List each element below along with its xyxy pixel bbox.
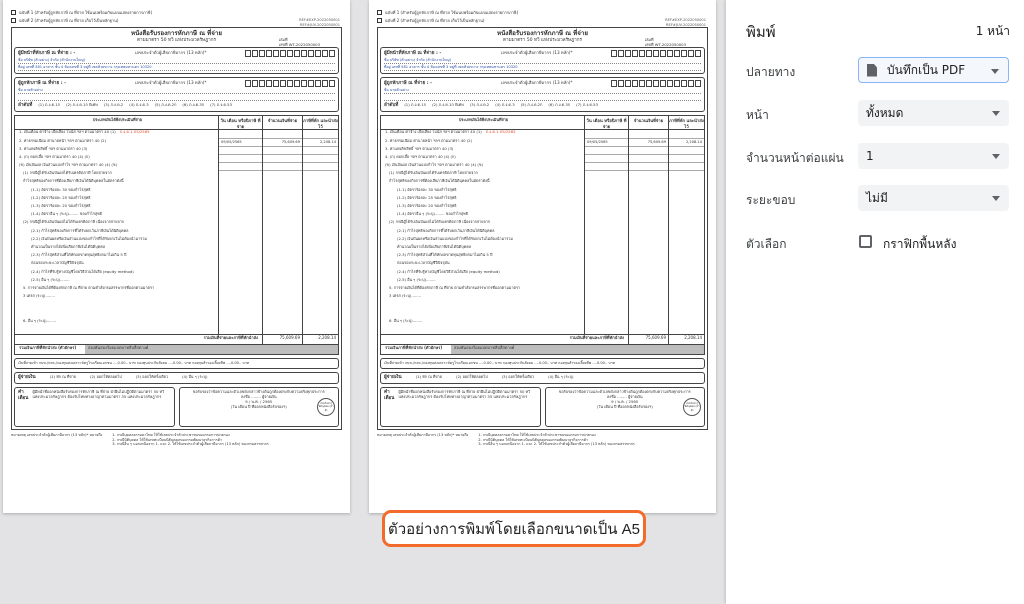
taxid-label: เลขประจำตัวผู้เสียภาษีอากร (13 หลัก)*	[501, 80, 573, 86]
income-type-column	[15, 116, 218, 334]
document-icon	[867, 64, 877, 77]
certify-text: ขอรับรองว่าข้อความและตัวเลขดังกล่าวข้างต้นถูกต้องตรงกับความจริงทุกประการ	[192, 388, 325, 394]
income-table	[380, 115, 705, 335]
ref-1: REF#EXP-2022050001	[299, 18, 340, 22]
total-row	[14, 335, 339, 345]
col-header-amount: จำนวนเงินที่จ่าย	[629, 116, 668, 130]
income-row-label: 4. (ก) ดอกเบี้ย ฯลฯ ตามมาตรา 40 (4) (ก)	[19, 153, 90, 159]
dropdown-arrow-icon	[991, 69, 999, 74]
pnd-option: (6) ภ.ง.ด.3ก	[548, 102, 571, 108]
date-column	[584, 116, 628, 334]
income-row-label: (2.4) กำไรที่รับรู้ทางบัญชีโดยวิธีส่วนได้เสีย (equity method)	[397, 268, 500, 274]
a5-example-caption: ตัวอย่างการพิมพ์โดยเลือกขนาดเป็น A5	[382, 510, 646, 547]
seal-circle: ประทับตรา นิติบุคคล (ถ้ามี)	[317, 398, 335, 416]
total-amount: 75,609.69	[262, 335, 302, 344]
signature-section	[14, 387, 339, 427]
fund-line: เงินที่จ่ายเข้า กบข./กสจ./กองทุนสงเคราะห์ครูโรงเรียนเอกชน ....0.00.. บาท กองทุนประกันสังคม ....0.00.. บาท กองทุนสำรองเลี้ยงชีพ ....0.00.. บาท	[380, 358, 705, 369]
payer-section	[14, 47, 339, 74]
doc-no: เลขที่ WT-2022050003	[278, 41, 320, 47]
checkbox-icon	[377, 18, 382, 23]
income-row	[383, 294, 584, 302]
destination-label: ปลายทาง	[746, 65, 796, 79]
income-row-label: (1.4) อัตราอื่น ๆ (ระบุ)........ ของกำไรสุทธิ	[31, 211, 103, 217]
income-row-label: (2.4) กำไรที่รับรู้ทางบัญชีโดยวิธีส่วนได้เสีย (equity method)	[31, 268, 134, 274]
income-row-label: กำไรสุทธิของกิจการที่ต้องเสียภาษีเงินได้นิติบุคคลในอัตราดังนี้	[389, 178, 490, 184]
words-value: สองพันสองร้อยแปดบาทสิบสี่สตางค์	[85, 345, 338, 354]
income-row-label: (2.3) กำไรสุทธิส่วนที่ได้หักผลขาดทุนสุทธิยกมาไม่เกิน 5 ปี	[31, 252, 127, 258]
total-amount: 75,609.69	[628, 335, 668, 344]
income-row-label: (1.3) อัตราร้อยละ 20 ของกำไรสุทธิ	[397, 203, 457, 208]
fund-line: เงินที่จ่ายเข้า กบข./กสจ./กองทุนสงเคราะห์ครูโรงเรียนเอกชน ....0.00.. บาท กองทุนประกันสังคม ....0.00.. บาท กองทุนสำรองเลี้ยงชีพ ....0.00.. บาท	[14, 358, 339, 369]
income-row-label: (1) กรณีผู้ได้รับเงินปันผลได้รับเครดิตภาษี โดยจ่ายจาก	[23, 170, 112, 176]
ref-2: REF#JUV-2022050001	[300, 22, 340, 27]
income-row-label: 3 เตรส (ระบุ)........	[23, 293, 56, 299]
income-row-label: (2.1) กำไรสุทธิของกิจการที่ได้รับยกเว้นภาษีเงินได้นิติบุคคล	[31, 227, 129, 233]
row-date: 09/05/2565	[219, 139, 262, 147]
pages-value: ทั้งหมด	[866, 105, 904, 120]
sign-date-caption: (วัน เดือน ปี ที่ออกหนังสือรับรองฯ)	[596, 403, 653, 409]
payer-type-label: ผู้จ่ายเงิน	[18, 374, 36, 380]
background-graphics-label: กราฟิกพื้นหลัง	[883, 237, 957, 251]
income-row-label: (1.3) อัตราร้อยละ 20 ของกำไรสุทธิ	[31, 203, 91, 208]
payee-section	[380, 77, 705, 112]
income-row-label: 1. เงินเดือน ค่าจ้าง เบี้ยเลี้ยง โบนัส ฯลฯ ตามมาตรา 40 (1)	[19, 129, 116, 135]
warning-text: ผู้มีหน้าที่ออกหนังสือรับรองการหักภาษี ณ ที่จ่าย ฝ่าฝืนไม่ปฏิบัติตามมาตรา 50 ทวิ แห่งประมวลรัษฎากร ต้องรับโทษทางอาญาตามมาตรา 35 แห่งประมวลรัษฎากร	[32, 388, 165, 399]
income-row	[17, 302, 218, 310]
pnd-option: (2) ภ.ง.ด.1ก พิเศษ	[66, 102, 98, 108]
total-label: รวมเงินที่จ่ายและภาษีที่หักนำส่ง	[203, 335, 258, 341]
income-row-label: (1.2) อัตราร้อยละ 25 ของกำไรสุทธิ	[397, 194, 457, 200]
dropdown-arrow-icon	[992, 154, 1000, 159]
doc-no: เลขที่ WT-2022050003	[644, 41, 686, 47]
certify-box	[179, 387, 340, 427]
pnd-option: (7) ภ.ง.ด.53	[576, 102, 599, 108]
payer-type-option: (1) หัก ณ ที่จ่าย	[49, 373, 77, 379]
income-row-label: (ข) เงินปันผล เงินส่วนแบ่งกำไร ฯลฯ ตามมาตรา 40 (4) (ข)	[385, 162, 483, 168]
date-column	[218, 116, 262, 334]
warning-box	[14, 387, 175, 427]
warning-text: ผู้มีหน้าที่ออกหนังสือรับรองการหักภาษี ณ ที่จ่าย ฝ่าฝืนไม่ปฏิบัติตามมาตรา 50 ทวิ แห่งประมวลรัษฎากร ต้องรับโทษทางอาญาตามมาตรา 35 แห่งประมวลรัษฎากร	[398, 388, 531, 399]
income-row-label: ก่อนรอบระยะเวลาบัญชีปีปัจจุบัน	[31, 260, 84, 266]
options-label: ตัวเลือก	[746, 237, 787, 251]
destination-value: บันทึกเป็น PDF	[887, 62, 966, 77]
income-row-label: (1) กรณีผู้ได้รับเงินปันผลได้รับเครดิตภาษี โดยจ่ายจาก	[389, 170, 478, 176]
payee-address	[18, 95, 335, 101]
payer-type-section	[380, 372, 705, 384]
income-row-label: 2. ค่าธรรมเนียม ค่านายหน้า ฯลฯ ตามมาตรา 40 (2)	[19, 137, 107, 143]
checkbox-icon	[11, 10, 16, 15]
row-tax: 2,208.14	[669, 139, 704, 147]
book-no: เล่มที่	[644, 37, 654, 42]
copy-2-label: ฉบับที่ 2 (สำหรับผู้ถูกหักภาษี ณ ที่จ่าย เก็บไว้เป็นหลักฐาน)	[19, 18, 119, 24]
taxid-boxes	[611, 80, 701, 87]
payer-type-label: ผู้จ่ายเงิน	[384, 374, 402, 380]
payee-label: ผู้ถูกหักภาษี ณ ที่จ่าย : -	[18, 81, 67, 87]
margins-value: ไม่มี	[866, 190, 888, 205]
pnd-option: (4) ภ.ง.ด.3	[495, 102, 515, 108]
payer-type-option: (2) ออกให้ตลอดไป	[456, 373, 488, 379]
payee-address	[384, 95, 701, 101]
pnd-option: (7) ภ.ง.ด.53	[210, 102, 233, 108]
payer-type-section	[14, 372, 339, 384]
words-label: รวมเงินภาษีที่หักนำส่ง (ตัวอักษร)	[19, 345, 77, 351]
pnd-option: (5) ภ.ง.ด.2ก	[154, 102, 177, 108]
certify-box	[545, 387, 706, 427]
copy-2-option	[377, 18, 708, 23]
print-title: พิมพ์	[746, 23, 776, 41]
notes	[11, 433, 342, 447]
payer-name: ชื่อ บริษัท (ตัวอย่าง) จำกัด (สำนักงานใหญ่)	[18, 58, 335, 64]
amount-column	[262, 116, 302, 334]
form-title: หนังสือรับรองการหักภาษี ณ ที่จ่าย	[497, 30, 588, 38]
payer-address: ที่อยู่ เลขที่ 581 อาคาร ชั้น 4 ห้องเลขที่ 3 หมู่ที่ เขตห้วยขวาง กรุงเทพมหานคร 10320	[384, 65, 701, 71]
tax-column	[302, 116, 338, 334]
income-row-label: (2.5) อื่น ๆ (ระบุ)........	[397, 276, 436, 282]
form-title: หนังสือรับรองการหักภาษี ณ ที่จ่าย	[131, 30, 222, 38]
income-row-label: 1. เงินเดือน ค่าจ้าง เบี้ยเลี้ยง โบนัส ฯลฯ ตามมาตรา 40 (1)	[385, 129, 482, 135]
taxid-boxes	[245, 50, 335, 57]
book-no: เล่มที่	[278, 37, 288, 42]
copy-1-option	[377, 10, 708, 15]
pnd-option: (2) ภ.ง.ด.1ก พิเศษ	[432, 102, 464, 108]
taxid-label: เลขประจำตัวผู้เสียภาษีอากร (13 หลัก)*	[135, 50, 207, 56]
destination-select[interactable]	[858, 57, 1009, 83]
amount-in-words	[14, 345, 339, 355]
income-row-label: 6. อื่น ๆ (ระบุ)........	[389, 317, 423, 323]
amount-in-words	[380, 345, 705, 355]
ref-1: REF#EXP-2022050001	[665, 18, 706, 22]
pnd-option: (5) ภ.ง.ด.2ก	[520, 102, 543, 108]
income-row-label: (2) กรณีผู้ได้รับเงินปันผลไม่ได้รับเครดิตภาษี เนื่องจากจ่ายจาก	[23, 219, 125, 225]
income-type-column	[381, 116, 584, 334]
payer-name: ชื่อ บริษัท (ตัวอย่าง) จำกัด (สำนักงานใหญ่)	[384, 58, 701, 64]
col-header-type: ประเภทเงินได้พึงประเมินที่จ่าย	[15, 116, 218, 130]
reference-numbers	[665, 18, 706, 27]
note-item: 1. กรณีบุคคลธรรมดาไทย ให้ใช้เลขประจำตัวประชาชนของกรมการปกครอง	[478, 432, 596, 437]
signer-label: ลงชื่อ ........ ผู้จ่ายเงิน	[606, 393, 643, 399]
ref-2: REF#JUV-2022050001	[666, 22, 706, 27]
note-label: หมายเหตุ เลขประจำตัวผู้เสียภาษีอากร (13 หลัก)* หมายถึง	[377, 432, 469, 437]
pages-per-sheet-value: 1	[866, 149, 874, 163]
pnd-option: (4) ภ.ง.ด.3	[129, 102, 149, 108]
dropdown-arrow-icon	[992, 196, 1000, 201]
income-row-label: (ข) เงินปันผล เงินส่วนแบ่งกำไร ฯลฯ ตามมาตรา 40 (4) (ข)	[19, 162, 117, 168]
taxid-boxes	[611, 50, 701, 57]
income-row-label: 4. (ก) ดอกเบี้ย ฯลฯ ตามมาตรา 40 (4) (ก)	[385, 153, 456, 159]
income-row-label: (2.5) อื่น ๆ (ระบุ)........	[31, 276, 70, 282]
income-table	[14, 115, 339, 335]
payee-name: ชื่อ นายตัวอย่าง	[384, 88, 701, 94]
col-header-type: ประเภทเงินได้พึงประเมินที่จ่าย	[381, 116, 584, 130]
income-row-label: (1.2) อัตราร้อยละ 25 ของกำไรสุทธิ	[31, 194, 91, 200]
payer-label: ผู้มีหน้าที่หักภาษี ณ ที่จ่าย : -	[18, 51, 76, 57]
copy-1-option	[11, 10, 342, 15]
total-tax: 2,208.14	[668, 335, 704, 344]
income-row	[17, 319, 218, 327]
preview-page	[3, 0, 350, 513]
income-row-label: 3 เตรส (ระบุ)........	[389, 293, 422, 299]
income-row	[17, 294, 218, 302]
pages-per-sheet-label: จำนวนหน้าต่อแผ่น	[746, 151, 844, 165]
income-row-label: (2.2) เงินปันผลหรือเงินส่วนแบ่งของกำไรที่ได้รับยกเว้นไม่ต้องนำมารวม	[397, 235, 513, 241]
pages-select[interactable]	[858, 100, 1009, 126]
col-header-tax: ภาษีที่หัก และนำส่งไว้	[669, 118, 704, 129]
income-row-label: (2) กรณีผู้ได้รับเงินปันผลไม่ได้รับเครดิตภาษี เนื่องจากจ่ายจาก	[389, 219, 491, 225]
form-frame	[377, 27, 708, 430]
note-item: 2. กรณีนิติบุคคล ให้ใช้เลขทะเบียนนิติบุคคลของกรมพัฒนาธุรกิจการค้า	[112, 437, 223, 442]
payer-type-option: (4) อื่น ๆ (ระบุ)	[182, 373, 208, 379]
income-row-label: (1.1) อัตราร้อยละ 30 ของกำไรสุทธิ	[397, 186, 457, 192]
checkbox-icon	[377, 10, 382, 15]
payer-type-option: (3) ออกให้ครั้งเดียว	[135, 373, 169, 379]
pnd-option: (3) ภ.ง.ด.2	[103, 102, 124, 108]
income-row-label: (2.1) กำไรสุทธิของกิจการที่ได้รับยกเว้นภาษีเงินได้นิติบุคคล	[397, 227, 495, 233]
pnd-option: (1) ภ.ง.ด.1ก	[404, 102, 427, 108]
margins-select[interactable]	[858, 185, 1009, 211]
total-label: รวมเงินที่จ่ายและภาษีที่หักนำส่ง	[569, 335, 624, 341]
pages-per-sheet-select[interactable]	[858, 143, 1009, 169]
income-row-label: 5. การจ่ายเงินได้ที่ต้องหักภาษี ณ ที่จ่าย ตามคำสั่งกรมสรรพากรที่ออกตามมาตรา	[23, 284, 155, 290]
payer-type-option: (1) หัก ณ ที่จ่าย	[415, 373, 443, 379]
note-item: 2. กรณีนิติบุคคล ให้ใช้เลขทะเบียนนิติบุคคลของกรมพัฒนาธุรกิจการค้า	[478, 437, 589, 442]
income-row-label: (2.2) เงินปันผลหรือเงินส่วนแบ่งของกำไรที่ได้รับยกเว้นไม่ต้องนำมารวม	[31, 235, 147, 241]
form-frame	[11, 27, 342, 430]
words-value: สองพันสองร้อยแปดบาทสิบสี่สตางค์	[451, 345, 704, 354]
payer-type-option: (2) ออกให้ตลอดไป	[90, 373, 122, 379]
form-subtitle: ตามมาตรา 50 ทวิ แห่งประมวลรัษฎากร	[503, 38, 582, 44]
total-row	[380, 335, 705, 345]
payee-section	[14, 77, 339, 112]
pnd-option: (3) ภ.ง.ด.2	[469, 102, 490, 108]
income-row-label: 3. ค่าแห่งลิขสิทธิ์ ฯลฯ ตามมาตรา 40 (3)	[19, 145, 88, 151]
income-row	[383, 302, 584, 310]
row-date: 09/05/2565	[585, 139, 628, 147]
order-label: ลำดับที่	[18, 103, 33, 109]
taxid-label: เลขประจำตัวผู้เสียภาษีอากร (13 หลัก)*	[501, 50, 573, 56]
warning-box	[380, 387, 541, 427]
print-settings-panel	[726, 0, 1024, 604]
tax-column	[668, 116, 704, 334]
seal-circle: ประทับตรา นิติบุคคล (ถ้ามี)	[683, 398, 701, 416]
payer-type-option: (4) อื่น ๆ (ระบุ)	[548, 373, 574, 379]
payer-type-option: (3) ออกให้ครั้งเดียว	[501, 373, 535, 379]
payer-label: ผู้มีหน้าที่หักภาษี ณ ที่จ่าย : -	[384, 51, 442, 57]
words-label: รวมเงินภาษีที่หักนำส่ง (ตัวอักษร)	[385, 345, 443, 351]
payee-name: ชื่อ นายตัวอย่าง	[18, 88, 335, 94]
income-row-label: (1.4) อัตราอื่น ๆ (ระบุ)........ ของกำไรสุทธิ	[397, 211, 469, 217]
sign-date: 9 / พ.ค. / 2565	[245, 398, 273, 404]
row-amount: 75,609.69	[629, 139, 668, 147]
copy-2-label: ฉบับที่ 2 (สำหรับผู้ถูกหักภาษี ณ ที่จ่าย เก็บไว้เป็นหลักฐาน)	[385, 18, 485, 24]
signer-label: ลงชื่อ ........ ผู้จ่ายเงิน	[240, 393, 277, 399]
payer-section	[380, 47, 705, 74]
dropdown-arrow-icon	[992, 111, 1000, 116]
preview-page	[369, 0, 716, 513]
col-header-date: วัน เดือน หรือปีภาษี ที่จ่าย	[220, 118, 261, 129]
amount-column	[628, 116, 668, 334]
pnd-option: (1) ภ.ง.ด.1ก	[38, 102, 61, 108]
income-row-label: ก่อนรอบระยะเวลาบัญชีปีปัจจุบัน	[397, 260, 450, 266]
note-item: 3. กรณีอื่น ๆ นอกเหนือจาก 1. และ 2. ให้ใช้เลขประจำตัวผู้เสียภาษีอากร (13 หลัก) ของกรมสรรพากร	[478, 442, 635, 447]
income-row-label: (1.1) อัตราร้อยละ 30 ของกำไรสุทธิ	[31, 186, 91, 192]
pages-label: หน้า	[746, 108, 769, 122]
note-item: 1. กรณีบุคคลธรรมดาไทย ให้ใช้เลขประจำตัวประชาชนของกรมการปกครอง	[112, 432, 230, 437]
income-row	[383, 319, 584, 327]
reference-numbers	[299, 18, 340, 27]
pnd-options	[384, 103, 701, 109]
checkbox-icon	[11, 18, 16, 23]
income-row-label: คำนวณเป็นรายได้เพื่อเสียภาษีเงินได้นิติบุคคล	[31, 243, 106, 249]
income-row-label: 5. การจ่ายเงินได้ที่ต้องหักภาษี ณ ที่จ่าย ตามคำสั่งกรมสรรพากรที่ออกตามมาตรา	[389, 284, 521, 290]
note-item: 3. กรณีอื่น ๆ นอกเหนือจาก 1. และ 2. ให้ใช้เลขประจำตัวผู้เสียภาษีอากร (13 หลัก) ของกรมสรรพากร	[112, 442, 269, 447]
row-note: ภ.ง.ด.1 05/2565	[119, 129, 150, 135]
total-tax: 2,208.14	[302, 335, 338, 344]
col-header-amount: จำนวนเงินที่จ่าย	[263, 116, 302, 130]
row-tax: 2,208.14	[303, 139, 338, 147]
warning-label: คำเตือน	[18, 389, 29, 401]
certify-text: ขอรับรองว่าข้อความและตัวเลขดังกล่าวข้างต้นถูกต้องตรงกับความจริงทุกประการ	[558, 388, 691, 394]
payee-label: ผู้ถูกหักภาษี ณ ที่จ่าย : -	[384, 81, 433, 87]
form-subtitle: ตามมาตรา 50 ทวิ แห่งประมวลรัษฎากร	[137, 38, 216, 44]
col-header-date: วัน เดือน หรือปีภาษี ที่จ่าย	[586, 118, 627, 129]
note-label: หมายเหตุ เลขประจำตัวผู้เสียภาษีอากร (13 หลัก)* หมายถึง	[11, 432, 103, 437]
row-note: ภ.ง.ด.1 05/2565	[485, 129, 516, 135]
warning-label: คำเตือน	[384, 389, 395, 401]
income-row-label: 3. ค่าแห่งลิขสิทธิ์ ฯลฯ ตามมาตรา 40 (3)	[385, 145, 454, 151]
row-amount: 75,609.69	[263, 139, 302, 147]
copy-2-option	[11, 18, 342, 23]
sign-date-caption: (วัน เดือน ปี ที่ออกหนังสือรับรองฯ)	[230, 403, 287, 409]
income-row-label: คำนวณเป็นรายได้เพื่อเสียภาษีเงินได้นิติบุคคล	[397, 243, 472, 249]
payer-address: ที่อยู่ เลขที่ 581 อาคาร ชั้น 4 ห้องเลขที่ 3 หมู่ที่ เขตห้วยขวาง กรุงเทพมหานคร 10320	[18, 65, 335, 71]
income-row-label: (2.3) กำไรสุทธิส่วนที่ได้หักผลขาดทุนสุทธิยกมาไม่เกิน 5 ปี	[397, 252, 493, 258]
copy-1-label: ฉบับที่ 1 (สำหรับผู้ถูกหักภาษี ณ ที่จ่าย ใช้แนบพร้อมกับแบบแสดงรายการภาษี)	[19, 10, 153, 15]
copy-1-label: ฉบับที่ 1 (สำหรับผู้ถูกหักภาษี ณ ที่จ่าย ใช้แนบพร้อมกับแบบแสดงรายการภาษี)	[385, 10, 519, 15]
doc-numbers	[645, 38, 686, 48]
taxid-boxes	[245, 80, 335, 87]
col-header-tax: ภาษีที่หัก และนำส่งไว้	[303, 118, 338, 129]
page-count: 1 หน้า	[975, 24, 1010, 38]
background-graphics-checkbox[interactable]	[859, 235, 872, 248]
income-rows	[381, 129, 584, 323]
income-row-label: 2. ค่าธรรมเนียม ค่านายหน้า ฯลฯ ตามมาตรา 40 (2)	[385, 137, 473, 143]
doc-numbers	[279, 38, 320, 48]
income-row-label: 6. อื่น ๆ (ระบุ)........	[23, 317, 57, 323]
taxid-label: เลขประจำตัวผู้เสียภาษีอากร (13 หลัก)*	[135, 80, 207, 86]
order-label: ลำดับที่	[384, 103, 399, 109]
pnd-option: (6) ภ.ง.ด.3ก	[182, 102, 205, 108]
margins-label: ระยะขอบ	[746, 193, 796, 207]
income-row-label: กำไรสุทธิของกิจการที่ต้องเสียภาษีเงินได้นิติบุคคลในอัตราดังนี้	[23, 178, 124, 184]
income-rows	[15, 129, 218, 323]
signature-section	[380, 387, 705, 427]
sign-date: 9 / พ.ค. / 2565	[611, 398, 639, 404]
pnd-options	[18, 103, 335, 109]
notes	[377, 433, 708, 447]
